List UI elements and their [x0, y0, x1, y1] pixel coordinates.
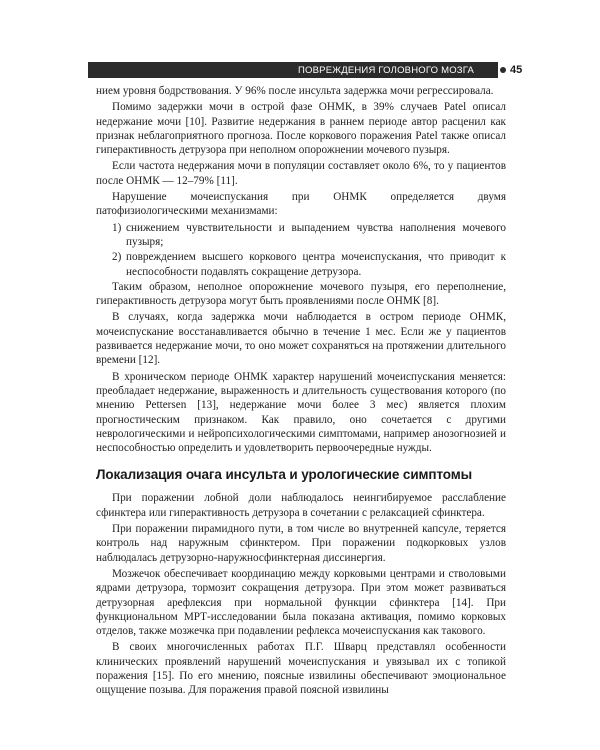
header-bullet [500, 67, 506, 73]
list-text: снижением чувствительности и выпадением чувства наполнения мочевого пузыря; [126, 221, 506, 248]
section-heading: Локализация очага инсульта и урологические симптомы [96, 467, 473, 483]
paragraph: Мозжечок обеспечивает координацию между корковыми центрами и стволовыми ядрами детрузора, тормозит сокращения детрузора. При этом может развиваться детрузорная арефлексия при нормальной функции сфинктера [14]. При функциональном МРТ-исследовании была показана активация, помимо корковых отделов, также мозжечка при подавлении рефлекса мочеиспускания как такового. [96, 567, 506, 638]
paragraph: В случаях, когда задержка мочи наблюдается в остром периоде ОНМК, мочеиспускание восстанавливается обычно в течение 1 мес. Если же у пациентов развивается недержание мочи, то оно может сохраняться на протяжении длительного времени [12]. [96, 311, 506, 367]
running-title: ПОВРЕЖДЕНИЯ ГОЛОВНОГО МОЗГА [298, 64, 474, 76]
paragraph: В хроническом периоде ОНМК характер нарушений мочеиспускания меняется: преобладает недержание, выраженность и длительность существования которого (по мнению Pettersen [13], недержание мочи более 3 мес) является плохим прогностическим признаком. Как правило, оно сочетается с другими неврологическими и нейропсихологическими симптомами, например анозогнозией и неспособностью определить и удовлетворить первоочередные нужды. [96, 370, 506, 455]
list-number: 1) [112, 221, 122, 234]
list-item [96, 221, 506, 250]
running-header [88, 62, 498, 78]
paragraph: Если частота недержания мочи в популяции составляет около 6%, то у пациентов после ОНМК — 12–79% [11]. [96, 160, 506, 187]
body-text [96, 84, 506, 700]
list-text: повреждением высшего коркового центра мочеиспускания, что приводит к неспособности подавлять сокращение детрузора. [126, 251, 506, 278]
paragraph: Нарушение мочеиспускания при ОНМК определяется двумя патофизиологическими механизмами: [96, 191, 506, 218]
page-number: 45 [510, 64, 523, 76]
paragraph: При поражении лобной доли наблюдалось неингибируемое расслабление сфинктера или гиперактивность детрузора в сочетании с релаксацией сфинктера. [96, 492, 506, 519]
paragraph: В своих многочисленных работах П.Г. Шварц представлял особенности клинических проявлений нарушений мочеиспускания и увязывал их с топикой поражения [15]. По его мнению, поясные извилины обеспечивают эмоциональное ощущение позыва. Для поражения правой поясной извилины [96, 641, 506, 697]
paragraph: Таким образом, неполное опорожнение мочевого пузыря, его переполнение, гиперактивность детрузора могут быть проявлениями после ОНМК [8]. [96, 280, 506, 308]
paragraph: нием уровня бодрствования. У 96% после инсульта задержка мочи регрессировала. [96, 85, 494, 97]
paragraph: При поражении пирамидного пути, в том числе во внутренней капсуле, теряется контроль над наружным сфинктером. При поражении подкорковых узлов наблюдалась детрузорно-наружносфинктерная диссинергия. [96, 523, 506, 564]
list-item [96, 250, 506, 279]
list-number: 2) [112, 251, 122, 264]
paragraph: Помимо задержки мочи в острой фазе ОНМК, в 39% случаев Patel описал недержание мочи [10]. Развитие недержания в раннем периоде автор расценил как признак неблагоприятного прогноза. После коркового поражения Patel также описал гиперактивность детрузора при неполном опорожнении мочевого пузыря. [96, 101, 506, 157]
